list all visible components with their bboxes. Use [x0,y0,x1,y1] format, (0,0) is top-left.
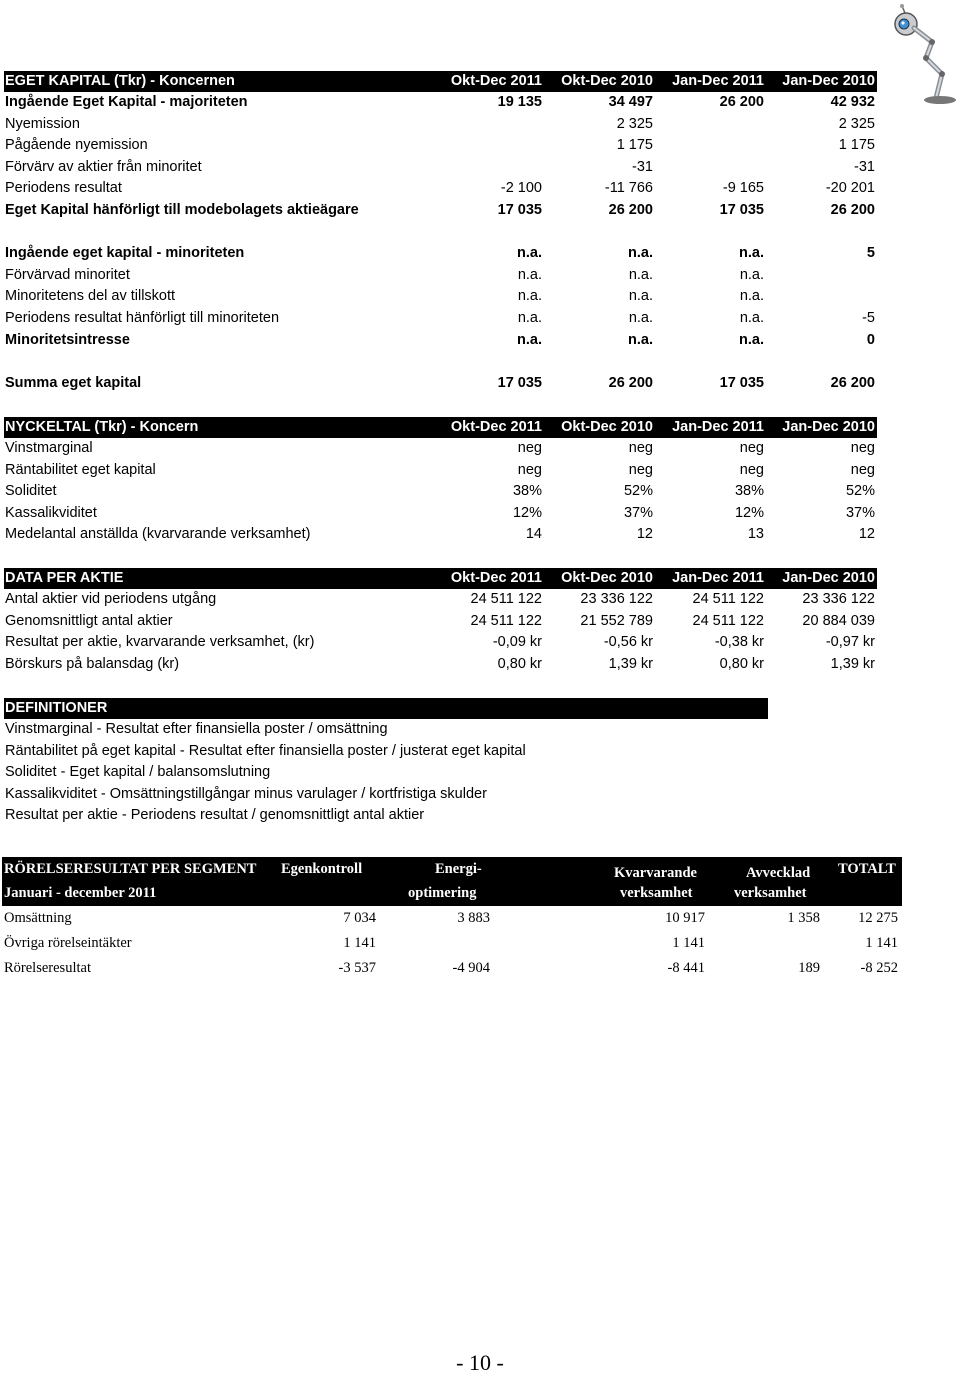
table-row [4,654,877,676]
definition-item: Resultat per aktie - Periodens resultat / genomsnittligt antal aktier [5,807,425,824]
cell-value: n.a. [628,331,653,348]
cell-value: 21 552 789 [580,612,653,629]
row-label: Minoritetens del av tillskott [5,288,176,305]
cell-value: n.a. [517,309,542,326]
cell-value: 52% [623,483,653,500]
spacer [4,351,877,373]
row-label: Periodens resultat [5,180,122,197]
per-share-table [4,568,877,675]
cell-value: 26 200 [608,201,653,218]
table-row [4,589,877,611]
cell-value: 7 034 [343,910,376,926]
table-row [4,460,877,482]
equity-table [4,71,877,394]
cell-value: n.a. [628,309,653,326]
cell-value: -5 [862,309,875,326]
column-header: Jan-Dec 2011 [672,73,764,89]
table-row [4,265,877,287]
robot-mascot-icon [888,2,958,106]
cell-value: 42 932 [830,94,875,110]
row-label: Minoritetsintresse [5,331,130,348]
definition-item: Kassalikviditet - Omsättningstillgångar minus varulager / kortfristiga skulder [5,785,487,802]
segment-period: Januari - december 2011 [4,885,157,901]
cell-value: 17 035 [719,374,764,391]
cell-value: 52% [845,483,875,500]
table-header [4,71,877,92]
definition-item: Vinstmarginal - Resultat efter finansiella poster / omsättning [5,721,388,737]
cell-value: 1 141 [865,935,898,951]
column-header: Okt-Dec 2010 [561,570,653,586]
cell-value: n.a. [517,245,542,262]
cell-value: 12% [512,504,542,521]
cell-value: 24 511 122 [692,591,764,607]
table-header [4,417,877,438]
cell-value: neg [517,440,542,456]
cell-value: 1 141 [672,935,705,951]
row-label: Resultat per aktie, kvarvarande verksamhet, (kr) [5,634,315,651]
cell-value: neg [628,440,653,456]
row-label: Vinstmarginal [5,440,93,456]
cell-value: -2 100 [500,180,542,197]
table-row [4,524,877,546]
cell-value: -8 441 [667,960,705,976]
cell-value: 23 336 122 [802,591,875,607]
row-label: Omsättning [4,910,72,926]
column-header: Okt-Dec 2011 [450,570,542,586]
definitions-section [4,698,877,827]
column-header: Jan-Dec 2011 [672,570,764,586]
table-row [4,308,877,330]
cell-value: -31 [632,158,653,175]
cell-value: 12 275 [858,910,898,926]
cell-value: -20 201 [825,180,875,197]
table-row [4,286,877,308]
cell-value: 24 511 122 [692,612,764,629]
cell-value: 19 135 [497,94,542,110]
table-title: EGET KAPITAL (Tkr) - Koncernen [5,73,235,89]
cell-value: 37% [623,504,653,521]
row-label: Övriga rörelseintäkter [4,935,132,951]
cell-value: n.a. [739,245,764,262]
cell-value: n.a. [517,288,542,305]
cell-value: -0,97 kr [825,634,875,651]
cell-value: 17 035 [497,374,542,391]
definitions-title: DEFINITIONER [5,700,108,716]
cell-value: 34 497 [608,94,653,110]
definition-item: Soliditet - Eget kapital / balansomslutning [5,764,271,781]
segment-header [2,857,902,906]
row-label: Summa eget kapital [5,374,142,391]
cell-value: 0,80 kr [497,655,542,672]
row-label: Ingående Eget Kapital - majoriteten [5,94,248,110]
cell-value: n.a. [739,266,764,283]
cell-value: 26 200 [830,201,875,218]
cell-value: 3 883 [457,910,490,926]
definitions-header [4,698,768,719]
column-header: Jan-Dec 2010 [782,570,875,586]
cell-value: 1 141 [343,935,376,951]
table-row [4,178,877,200]
cell-value: n.a. [628,288,653,305]
cell-value: 12 [858,526,875,543]
cell-value: neg [517,461,542,478]
table-row [4,611,877,633]
cell-value: 24 511 122 [470,612,542,629]
cell-value: 24 511 122 [470,591,542,607]
cell-value: n.a. [628,266,653,283]
cell-value: 1,39 kr [608,655,653,672]
spacer [4,222,877,244]
col-avvecklad-line2: verksamhet [734,885,807,901]
cell-value: 12 [636,526,653,543]
cell-value: n.a. [628,245,653,262]
table-row [4,200,877,222]
table-row [4,243,877,265]
cell-value: neg [739,461,764,478]
cell-value: neg [850,461,875,478]
cell-value: -3 537 [338,960,376,976]
col-kvarvarande-line2: verksamhet [620,885,693,901]
cell-value: 2 325 [838,115,875,132]
cell-value: n.a. [739,288,764,305]
row-label: Soliditet [5,483,57,500]
col-avvecklad-line1: Avvecklad [746,865,811,881]
cell-value: 26 200 [608,374,653,391]
table-row [2,956,902,981]
cell-value: n.a. [517,331,542,348]
column-header: Okt-Dec 2010 [561,419,653,435]
col-egenkontroll: Egenkontroll [281,861,363,877]
table-row [4,157,877,179]
table-row [4,632,877,654]
cell-value: 37% [845,504,875,521]
cell-value: neg [739,440,764,456]
cell-value: -31 [854,158,875,175]
column-header: Okt-Dec 2010 [561,73,653,89]
row-label: Kassalikviditet [5,504,97,521]
cell-value: -0,09 kr [492,634,542,651]
cell-value: 26 200 [719,94,764,110]
row-label: Eget Kapital hänförligt till modebolagets aktieägare [5,201,359,218]
cell-value: 23 336 122 [580,591,653,607]
cell-value: -0,56 kr [603,634,653,651]
cell-value: 12% [734,504,764,521]
cell-value: 1,39 kr [830,655,875,672]
cell-value: -11 766 [604,180,653,197]
cell-value: 17 035 [719,201,764,218]
cell-value: 10 917 [665,910,705,926]
table-row [4,373,877,395]
cell-value: neg [628,461,653,478]
column-header: Jan-Dec 2011 [672,419,764,435]
column-header: Okt-Dec 2011 [450,419,542,435]
cell-value: 1 358 [787,910,820,926]
row-label: Nyemission [5,115,80,132]
table-row [4,114,877,136]
cell-value: 17 035 [497,201,542,218]
table-row [4,503,877,525]
cell-value: 1 175 [616,137,653,154]
cell-value: 20 884 039 [802,612,875,629]
row-label: Börskurs på balansdag (kr) [5,655,180,672]
table-title: DATA PER AKTIE [5,570,124,586]
cell-value: -8 252 [860,960,898,976]
row-label: Ingående eget kapital - minoriteten [5,245,245,262]
row-label: Pågående nyemission [5,137,148,154]
row-label: Medelantal anställda (kvarvarande verksamhet) [5,526,311,543]
table-row [2,906,902,931]
cell-value: 0,80 kr [719,655,764,672]
column-header: Jan-Dec 2010 [782,419,875,435]
row-label: Förvärv av aktier från minoritet [5,158,202,175]
table-title: NYCKELTAL (Tkr) - Koncern [5,419,199,435]
cell-value: 13 [747,526,764,543]
col-totalt: TOTALT [838,861,896,877]
table-row [4,92,877,114]
table-row [4,135,877,157]
col-energi-line1: Energi- [435,861,482,877]
table-row [2,931,902,956]
cell-value: -9 165 [722,180,764,197]
cell-value: 38% [512,483,542,500]
page-number: - 10 - [456,1350,504,1375]
table-row [4,481,877,503]
definition-item: Räntabilitet på eget kapital - Resultat efter finansiella poster / justerat eget kapital [5,742,526,759]
cell-value: 5 [866,245,875,262]
row-label: Räntabilitet eget kapital [5,461,156,478]
key-ratios-table [4,417,877,546]
row-label: Rörelseresultat [4,960,91,976]
cell-value: 26 200 [830,374,875,391]
col-energi-line2: optimering [408,885,477,901]
segment-title: RÖRELSERESULTAT PER SEGMENT [4,861,257,877]
cell-value: 14 [525,526,542,543]
cell-value: neg [850,440,875,456]
col-kvarvarande-line1: Kvarvarande [614,865,697,881]
row-label: Förvärvad minoritet [5,266,130,283]
cell-value: n.a. [739,309,764,326]
column-header: Okt-Dec 2011 [450,73,542,89]
cell-value: n.a. [739,331,764,348]
table-row [4,438,877,460]
cell-value: 2 325 [616,115,653,132]
cell-value: -4 904 [452,960,490,976]
row-label: Genomsnittligt antal aktier [5,612,173,629]
row-label: Antal aktier vid periodens utgång [5,591,217,607]
segment-table [2,857,902,981]
table-header [4,568,877,589]
cell-value: n.a. [517,266,542,283]
cell-value: 38% [734,483,764,500]
cell-value: 1 175 [838,137,875,154]
row-label: Periodens resultat hänförligt till minoriteten [5,309,280,326]
column-header: Jan-Dec 2010 [782,73,875,89]
cell-value: -0,38 kr [714,634,764,651]
cell-value: 189 [798,960,820,976]
cell-value: 0 [866,331,875,348]
table-row [4,330,877,352]
